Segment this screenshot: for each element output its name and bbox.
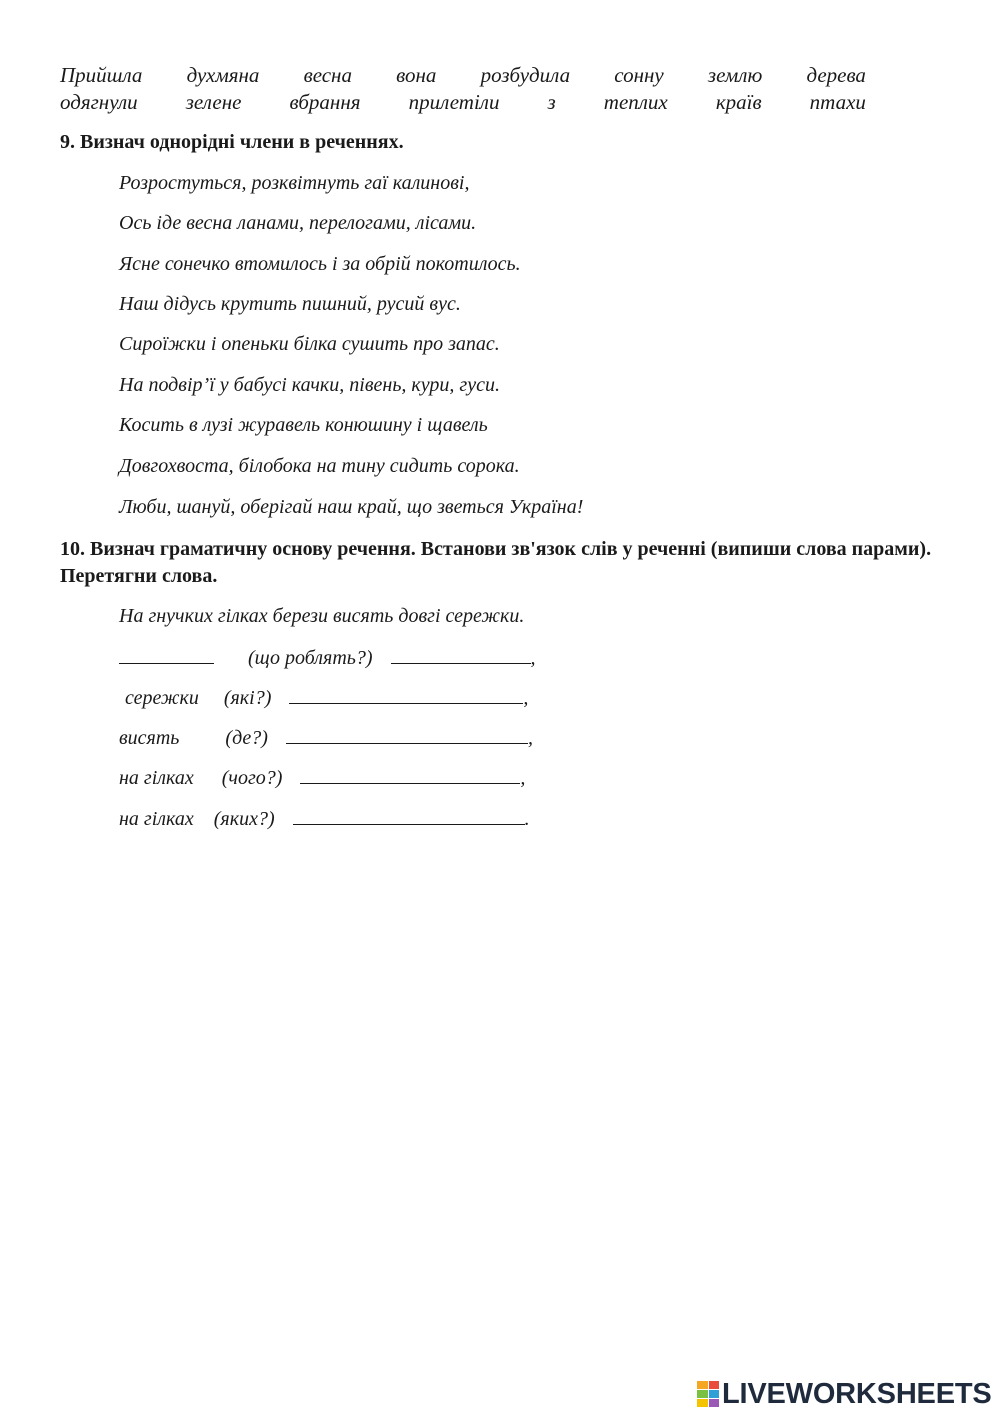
logo-text: LIVEWORKSHEETS [722,1377,992,1410]
scrambled-word: країв [715,90,762,114]
task-9-sentence: Наш дідусь крутить пишний, русий вус. [119,293,461,315]
pair-word[interactable]: сережки [125,687,199,709]
logo-tile [697,1399,708,1407]
logo-tile [709,1399,720,1407]
scrambled-word: теплих [603,90,668,114]
pair-end-punct: , [530,647,536,669]
task-9-title: 9. Визнач однорідні члени в реченнях. [60,131,404,153]
task-9-sentence: Косить в лузі журавель конюшину і щавель [119,414,488,436]
pair-row-3 [119,725,533,751]
answer-blank[interactable] [286,725,528,744]
task-9-sentence: Ось іде весна ланами, перелогами, лісами. [119,212,477,234]
task-9-sentence: Ясне сонечко втомилось і за обрій покотилось. [119,253,521,275]
scrambled-word: вбрання [289,90,361,114]
task-10-sentence: На гнучких гілках берези висять довгі сережки. [119,605,525,627]
logo-tile [709,1381,720,1389]
logo-tile [709,1390,720,1398]
task-9-sentence: Люби, шануй, оберігай наш край, що зветься Україна! [119,496,584,518]
scrambled-word: весна [303,63,352,87]
scrambled-word: Прийшла [60,63,143,87]
scrambled-words-line-2 [60,89,866,115]
task-10-title: 10. Визнач граматичну основу речення. Встанови зв'язок слів у реченні (випиши слова парами). Перетягни слова. [60,538,932,587]
task-9-sentence: Довгохвоста, білобока на тину сидить сорока. [119,455,520,477]
pair-question: (які?) [223,687,272,709]
pair-end-punct: , [520,767,526,789]
task-9-sentence: Розростуться, розквітнуть гаї калинові, [119,172,470,194]
scrambled-word: розбудила [480,63,571,87]
answer-blank[interactable] [293,806,525,825]
pair-question: (чого?) [221,767,283,789]
pair-question: (де?) [225,727,268,749]
pair-question: (що роблять?) [248,647,373,669]
scrambled-word: прилетіли [408,90,500,114]
scrambled-word: з [547,90,556,114]
scrambled-word: землю [707,63,763,87]
scrambled-word: одягнули [60,90,138,114]
pair-end-punct: . [524,808,530,830]
task-9-sentence: Сироїжки і опеньки білка сушить про запас. [119,333,500,355]
scrambled-word: вона [396,63,437,87]
scrambled-word: птахи [809,90,866,114]
scrambled-word: сонну [614,63,664,87]
scrambled-word: дерева [806,63,866,87]
pair-word[interactable]: на гілках [119,808,194,830]
pair-row-5 [119,806,530,832]
answer-blank[interactable] [391,645,531,664]
logo-tile [697,1381,708,1389]
pair-end-punct: , [527,727,533,749]
task-9-sentence: На подвір’ї у бабусі качки, півень, кури, гуси. [119,374,500,396]
scrambled-word: духмяна [186,63,260,87]
scrambled-words-line-1 [60,62,866,88]
answer-blank[interactable] [300,765,520,784]
answer-blank[interactable] [289,685,523,704]
liveworksheets-logo[interactable] [697,1378,992,1410]
scrambled-word: зелене [185,90,242,114]
pair-end-punct: , [523,687,529,709]
liveworksheets-logo-icon [697,1381,719,1407]
pair-row-2 [125,685,528,711]
answer-blank[interactable] [119,645,214,664]
pair-row-4 [119,765,525,791]
pair-row-1 [119,645,536,671]
logo-tile [697,1390,708,1398]
pair-question: (яких?) [213,808,275,830]
pair-word[interactable]: на гілках [119,767,194,789]
pair-word[interactable]: висять [119,727,180,749]
